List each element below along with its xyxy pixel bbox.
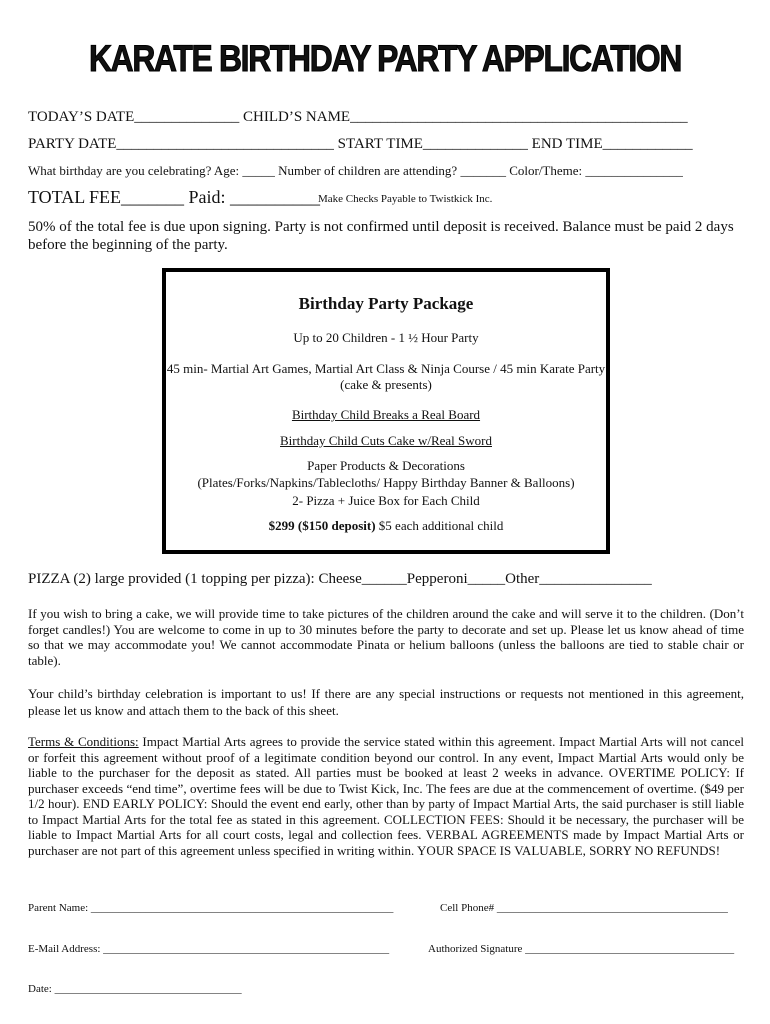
parent-name-field[interactable]: Parent Name: _______________________________________________________ xyxy=(28,902,394,914)
package-title: Birthday Party Package xyxy=(298,294,474,313)
package-price-bold: $299 ($150 deposit) xyxy=(268,518,376,533)
package-line-decorations: (Plates/Forks/Napkins/Tablecloths/ Happy Birthday Banner & Balloons) xyxy=(197,475,575,490)
special-instructions-paragraph: Your child’s birthday celebration is important to us! If there are any special instructions or requests not mentioned in this agreement, please let us know and attach them to the back of this sheet. xyxy=(28,686,744,718)
terms-body: Impact Martial Arts agrees to provide the service stated within this agreement. Impact Martial Arts will not cancel or forfeit this agreement without proof of a legitimate condition beyond our control. In any event, Impact Martial Arts would only be liable to the purchaser for the deposit as stated. All parties must be booked at least 2 weeks in advance. OVERTIME POLICY: If purchaser exceeds “end time”, overtime fees will be due to Twist Kick, Inc. The fees are due at the commencement of overtime. ($49 per 1/2 hour). END EARLY POLICY: Should the event end early, other than by party of Impact Martial Arts, the said purchaser is still liable to Impact Martial Arts for the total fee as stated in this agreement. COLLECTION FEES: Should it be necessary, the purchaser will be liable to Impact Martial Arts for all court costs, legal and collection fees. VERBAL AGREEMENTS made by Impact Martial Arts or purchaser are not part of this agreement unless specified in writing within. YOUR SPACE IS VALUABLE, SORRY NO REFUNDS! xyxy=(28,734,744,858)
terms-heading: Terms & Conditions: xyxy=(28,734,139,749)
cell-phone-field[interactable]: Cell Phone# __________________________________________ xyxy=(440,902,728,914)
total-fee-paid-row[interactable]: TOTAL FEE_______ Paid: __________ xyxy=(28,187,321,207)
age-children-theme-row[interactable]: What birthday are you celebrating? Age: _____ Number of children are attending? _______ Color/Theme: _______________ xyxy=(28,163,683,178)
email-field[interactable]: E-Mail Address: ____________________________________________________ xyxy=(28,943,390,955)
page-title: KARATE BIRTHDAY PARTY APPLICATION xyxy=(88,38,682,79)
package-price xyxy=(166,518,606,534)
package-line-board: Birthday Child Breaks a Real Board xyxy=(291,407,481,422)
todays-date-child-name-row[interactable]: TODAY’S DATE______________ CHILD’S NAME_____________________________________________ xyxy=(28,109,688,125)
deposit-notice: 50% of the total fee is due upon signing. Party is not confirmed until deposit is received. Balance must be paid 2 days before the beginning of the party. xyxy=(28,219,734,253)
package-box xyxy=(162,268,610,554)
package-price-extra: $5 each additional child xyxy=(375,518,504,533)
package-line-paper: Paper Products & Decorations xyxy=(307,458,465,473)
package-line-activities: 45 min- Martial Art Games, Martial Art Class & Ninja Course / 45 min Karate Party xyxy=(166,361,606,376)
package-line-children: Up to 20 Children - 1 ½ Hour Party xyxy=(293,330,479,345)
authorized-signature-field[interactable]: Authorized Signature ______________________________________ xyxy=(428,943,735,955)
pizza-choice-row[interactable]: PIZZA (2) large provided (1 topping per pizza): Cheese______Pepperoni_____Other_______________ xyxy=(28,571,652,587)
terms-paragraph xyxy=(28,734,744,858)
package-line-sword: Birthday Child Cuts Cake w/Real Sword xyxy=(280,433,492,448)
party-date-time-row[interactable]: PARTY DATE_____________________________ START TIME______________ END TIME____________ xyxy=(28,136,693,152)
date-field[interactable]: Date: __________________________________ xyxy=(28,983,242,995)
checks-payable-note: Make Checks Payable to Twistkick Inc. xyxy=(318,193,493,205)
package-line-pizza: 2- Pizza + Juice Box for Each Child xyxy=(292,493,480,508)
cake-paragraph: If you wish to bring a cake, we will provide time to take pictures of the children around the cake and will serve it to the children. (Don’t forget candles!) You are welcome to come in up to 30 minutes before the party to decorate and set up. Please let us know ahead of time so that we may accommodate you! We cannot accommodate Pinata or helium balloons (unless the balloons are tied to stable chair or table). xyxy=(28,606,744,668)
package-line-cake: (cake & presents) xyxy=(340,377,432,392)
